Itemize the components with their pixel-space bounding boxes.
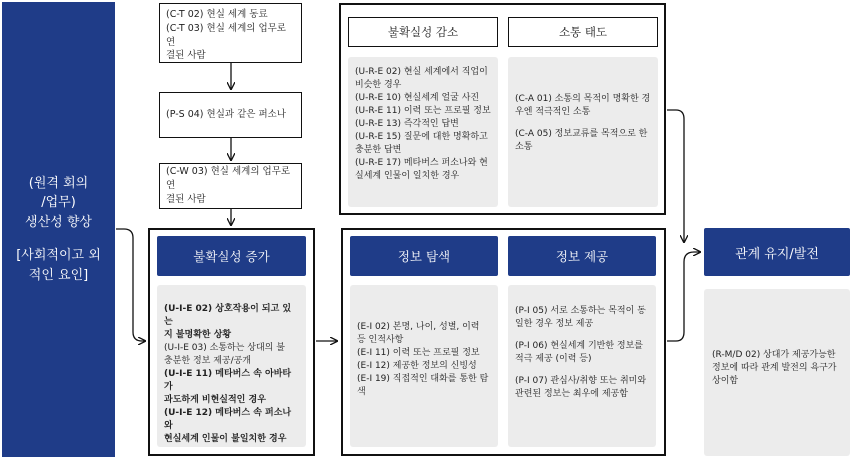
card-ct-line-1: (C-T 02) 현실 세계 동료 xyxy=(166,9,268,20)
ei-line-5: (E-I 19) 직접적인 대화를 통한 탐 xyxy=(357,374,489,385)
uie-line-3: (U-I-E 03) 소통하는 상대의 불 xyxy=(164,343,285,354)
ca-line-3: (C-A 05) 정보교류를 목적으로 한 xyxy=(515,129,648,140)
rmd-line-1: (R-M/D 02) 상대가 제공가능한 xyxy=(712,350,836,360)
panel-line-1: (원격 회의 xyxy=(28,175,89,191)
ure-line-3: (U-R-E 10) 현실세계 얼굴 사진 xyxy=(355,93,480,104)
pi-line-3: (P-I 06) 현실세계 기반한 정보를 xyxy=(515,341,643,352)
arrow-info-to-relationship xyxy=(667,252,700,341)
uie-line-6: 과도하게 비현실적인 경우 xyxy=(164,395,266,406)
ei-line-6: 색 xyxy=(357,387,366,398)
card-cw-line-2: 결된 사람 xyxy=(166,193,206,205)
rmd-line-3: 상이함 xyxy=(712,376,739,387)
pi-line-4: 적극 제공 (이력 등) xyxy=(515,354,592,365)
card-cw-line-1: (C-W 03) 현실 세계의 업무로 연 xyxy=(166,166,291,192)
uie-line-7: (U-I-E 12) 메타버스 속 퍼소나와 xyxy=(164,408,292,432)
ure-line-2: 비슷한 경우 xyxy=(355,80,402,91)
ure-line-5: (U-R-E 13) 즉각적인 답변 xyxy=(355,119,459,130)
ure-line-1: (U-R-E 02) 현실 세계에서 직업이 xyxy=(355,67,488,77)
ca-line-4: 소통 xyxy=(515,142,533,153)
header-communication-attitude: 소통 태도 xyxy=(508,17,658,47)
header-uncertainty-reduction: 불확실성 감소 xyxy=(348,17,498,47)
arrow-panel-to-uncertainty xyxy=(116,229,145,341)
uie-line-8: 현실세계 인물이 불일치한 경우 xyxy=(164,434,287,445)
card-ct-line-3: 결된 사람 xyxy=(166,50,206,62)
pi-line-5: (P-I 07) 관심사/취향 또는 취미와 xyxy=(515,376,647,387)
panel-line-3: 생산성 향상 xyxy=(25,214,92,230)
uie-line-5: (U-I-E 11) 메타버스 속 아바타가 xyxy=(164,369,292,393)
info-provide-title: 정보 제공 xyxy=(508,236,656,276)
panel-line-5: 적인 요인] xyxy=(28,267,89,283)
pi-line-1: (P-I 05) 서로 소통하는 목적이 동 xyxy=(515,306,646,316)
ure-line-9: 실세계 인물이 일치한 경우 xyxy=(355,171,460,182)
ca-line-2: 우엔 적극적인 소통 xyxy=(515,107,591,118)
info-search-title: 정보 탐색 xyxy=(350,236,498,276)
ure-line-7: 충분한 답변 xyxy=(355,145,402,156)
ei-line-2: 등 인적사항 xyxy=(357,335,404,346)
pi-line-6: 관련된 정보는 최우에 제공함 xyxy=(515,389,628,400)
panel-line-2: /업무) xyxy=(41,195,76,211)
uncertainty-increase-title: 불확실성 증가 xyxy=(157,236,306,276)
ure-line-8: (U-R-E 17) 메타버스 퍼소나와 현 xyxy=(355,158,488,169)
uie-line-2: 지 불명확한 상황 xyxy=(164,330,232,341)
card-ps-line-1: (P-S 04) 현실과 같은 퍼소나 xyxy=(166,109,286,121)
ure-line-4: (U-R-E 11) 이력 또는 프로필 정보 xyxy=(355,106,491,117)
ei-line-1: (E-I 02) 본명, 나이, 성별, 이력 xyxy=(357,322,480,332)
uie-line-4: 충분한 정보 제공/공개 xyxy=(164,356,252,367)
ei-line-4: (E-I 12) 제공한 정보의 신빙성 xyxy=(357,361,477,372)
ca-line-1: (C-A 01) 소통의 목적이 명확한 경 xyxy=(515,94,651,104)
arrow-top-to-relationship xyxy=(667,110,684,242)
uie-line-1: (U-I-E 02) 상호작용이 되고 있는 xyxy=(164,304,292,328)
ure-line-6: (U-R-E 15) 질문에 대한 명확하고 xyxy=(355,132,488,143)
panel-line-4: [사회적이고 외 xyxy=(16,248,101,264)
ei-line-3: (E-I 11) 이력 또는 프로필 정보 xyxy=(357,348,480,359)
relationship-title: 관계 유지/발전 xyxy=(704,228,850,276)
pi-line-2: 일한 경우 정보 제공 xyxy=(515,319,594,330)
card-ct-line-2: (C-T 03) 현실 세계의 업무로 연 xyxy=(166,22,286,48)
rmd-line-2: 정보에 따라 관계 발전의 욕구가 xyxy=(712,363,837,374)
